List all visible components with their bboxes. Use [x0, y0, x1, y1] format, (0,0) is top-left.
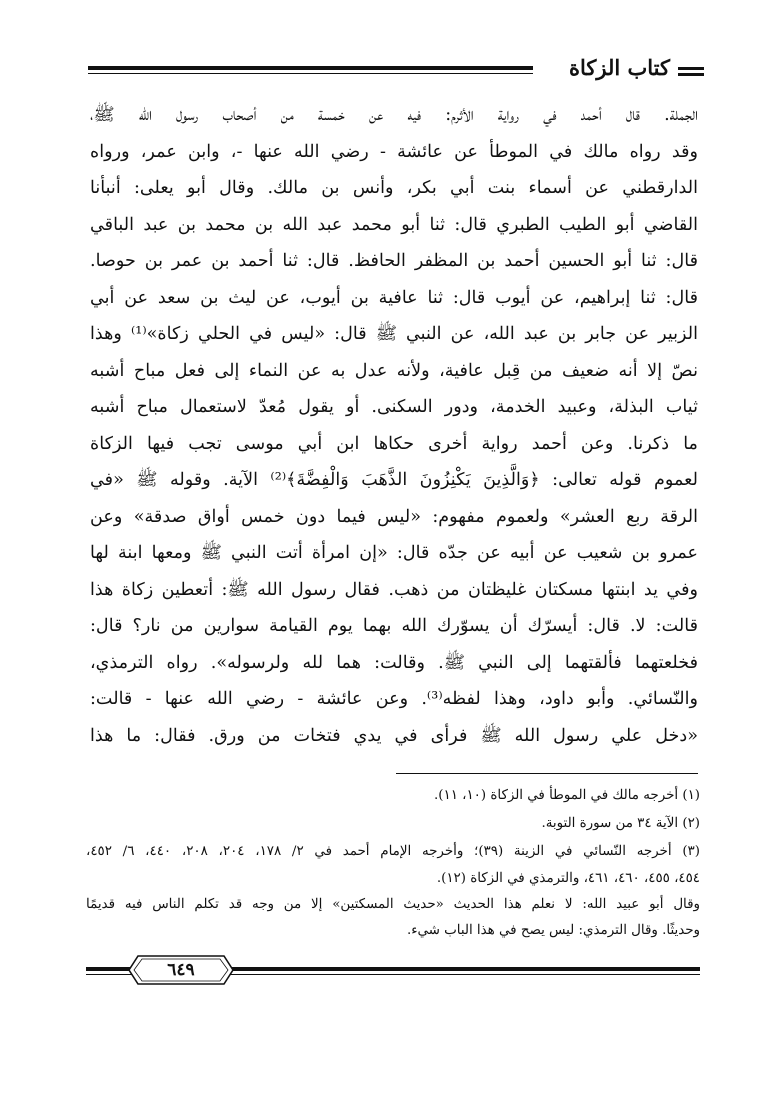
footnote-2: (٢) الآية ٣٤ من سورة التوبة. [541, 816, 700, 831]
header-rule-thick [88, 66, 533, 70]
text-line: نصّ إلا أنه ضعيف من قِبل عافية، ولأنه عدل به عن النماء إلى فعل مباح أشبه [90, 360, 698, 381]
header-double-dash-ornament [678, 67, 704, 76]
footnote-3-note: وقال أبو عبيد الله: لا نعلم هذا الحديث «حديث المسكتين» إلا من وجه قد تكلم الناس فيه قديمًا [86, 897, 700, 912]
text-line: الرقة ربع العشر» ولعموم مفهوم: «ليس فيما دون خمس أواق صدقة» وعن [90, 506, 698, 527]
footnote-1: (١) أخرجه مالك في الموطأ في الزكاة (١٠، ١١). [434, 788, 700, 803]
text-line: والنّسائي. وأبو داود، وهذا لفظه⁽³⁾. وعن عائشة - رضي الله عنها - قالت: [90, 689, 698, 709]
text-line: فخلعتهما فألقتهما إلى النبي ﷺ. وقالت: هما لله ولرسوله». رواه الترمذي، [90, 652, 698, 673]
text-line: وقد رواه مالك في الموطأ عن عائشة - رضي الله عنها -، وابن عمر، ورواه [90, 141, 698, 162]
running-header-title: كتاب الزكاة [568, 55, 670, 80]
header-rule-thin [88, 73, 533, 74]
footnote-separator [396, 773, 698, 774]
text-line: الجملة. قال أحمد في رواية الأثرم: فيه عن خمسة من أصحاب رسول الله ﷺ، [90, 105, 698, 125]
page-number: ٦٤٩ [167, 960, 195, 980]
text-line: لعموم قوله تعالى: ﴿وَالَّذِينَ يَكْنِزُونَ الذَّهَبَ وَالْفِضَّةَ﴾⁽²⁾ الآية. وقوله ﷺ «في [90, 470, 698, 490]
footnote-3-note-continued: وحديثًا. وقال الترمذي: ليس يصح في هذا الباب شيء. [406, 923, 700, 938]
text-line: «دخل علي رسول الله ﷺ فرأى في يدي فتخات من ورق. فقال: ما هذا [90, 725, 698, 746]
text-line: قال: ثنا إبراهيم، عن أيوب قال: ثنا عافية بن أيوب، عن ليث بن سعد عن أبي [90, 287, 698, 308]
main-text-block [90, 97, 698, 754]
text-line: الزبير عن جابر بن عبد الله، عن النبي ﷺ قال: «ليس في الحلي زكاة»⁽¹⁾ وهذا [90, 324, 698, 344]
text-line: قالت: لا. قال: أيسرّك أن يسوّرك الله بهما يوم القيامة سوارين من نار؟ قال: [90, 616, 698, 636]
text-line: ثياب البذلة، وعبيد الخدمة، ودور السكنى. أو يقول مُعدّ لاستعمال مباح أشبه [90, 397, 698, 417]
text-line: عمرو بن شعيب عن أبيه عن جدّه قال: «إن امرأة أتت النبي ﷺ ومعها ابنة لها [90, 543, 698, 563]
text-line: قال: ثنا أبو الحسين أحمد بن المظفر الحافظ. قال: ثنا أحمد بن عمر بن حوصا. [90, 251, 698, 271]
text-line: ما ذكرنا. وعن أحمد رواية أخرى حكاها ابن أبي موسى تجب فيها الزكاة [90, 433, 698, 454]
footnotes-block [86, 782, 700, 944]
footnote-3-continued: ٤٥٤، ٤٥٥، ٤٦٠، ٤٦١، والترمذي في الزكاة (١٢). [436, 871, 700, 886]
text-line: وفي يد ابنتها مسكتان غليظتان من ذهب. فقال رسول الله ﷺ: أتعطين زكاة هذا [90, 579, 698, 600]
footnote-3: (٣) أخرجه النّسائي في الزينة (٣٩)؛ وأخرجه الإمام أحمد في ٢/ ١٧٨، ٢٠٤، ٢٠٨، ٤٤٠، ٦/ ٤٥٢، [86, 844, 700, 859]
text-line: القاضي أبو الطيب الطبري قال: ثنا أبو محمد عبد الله بن محمد بن عبد الباقي [90, 214, 698, 235]
text-line: الدارقطني عن أسماء بنت أبي بكر، وأنس بن مالك. وقال أبو يعلى: أنبأنا [90, 178, 698, 198]
